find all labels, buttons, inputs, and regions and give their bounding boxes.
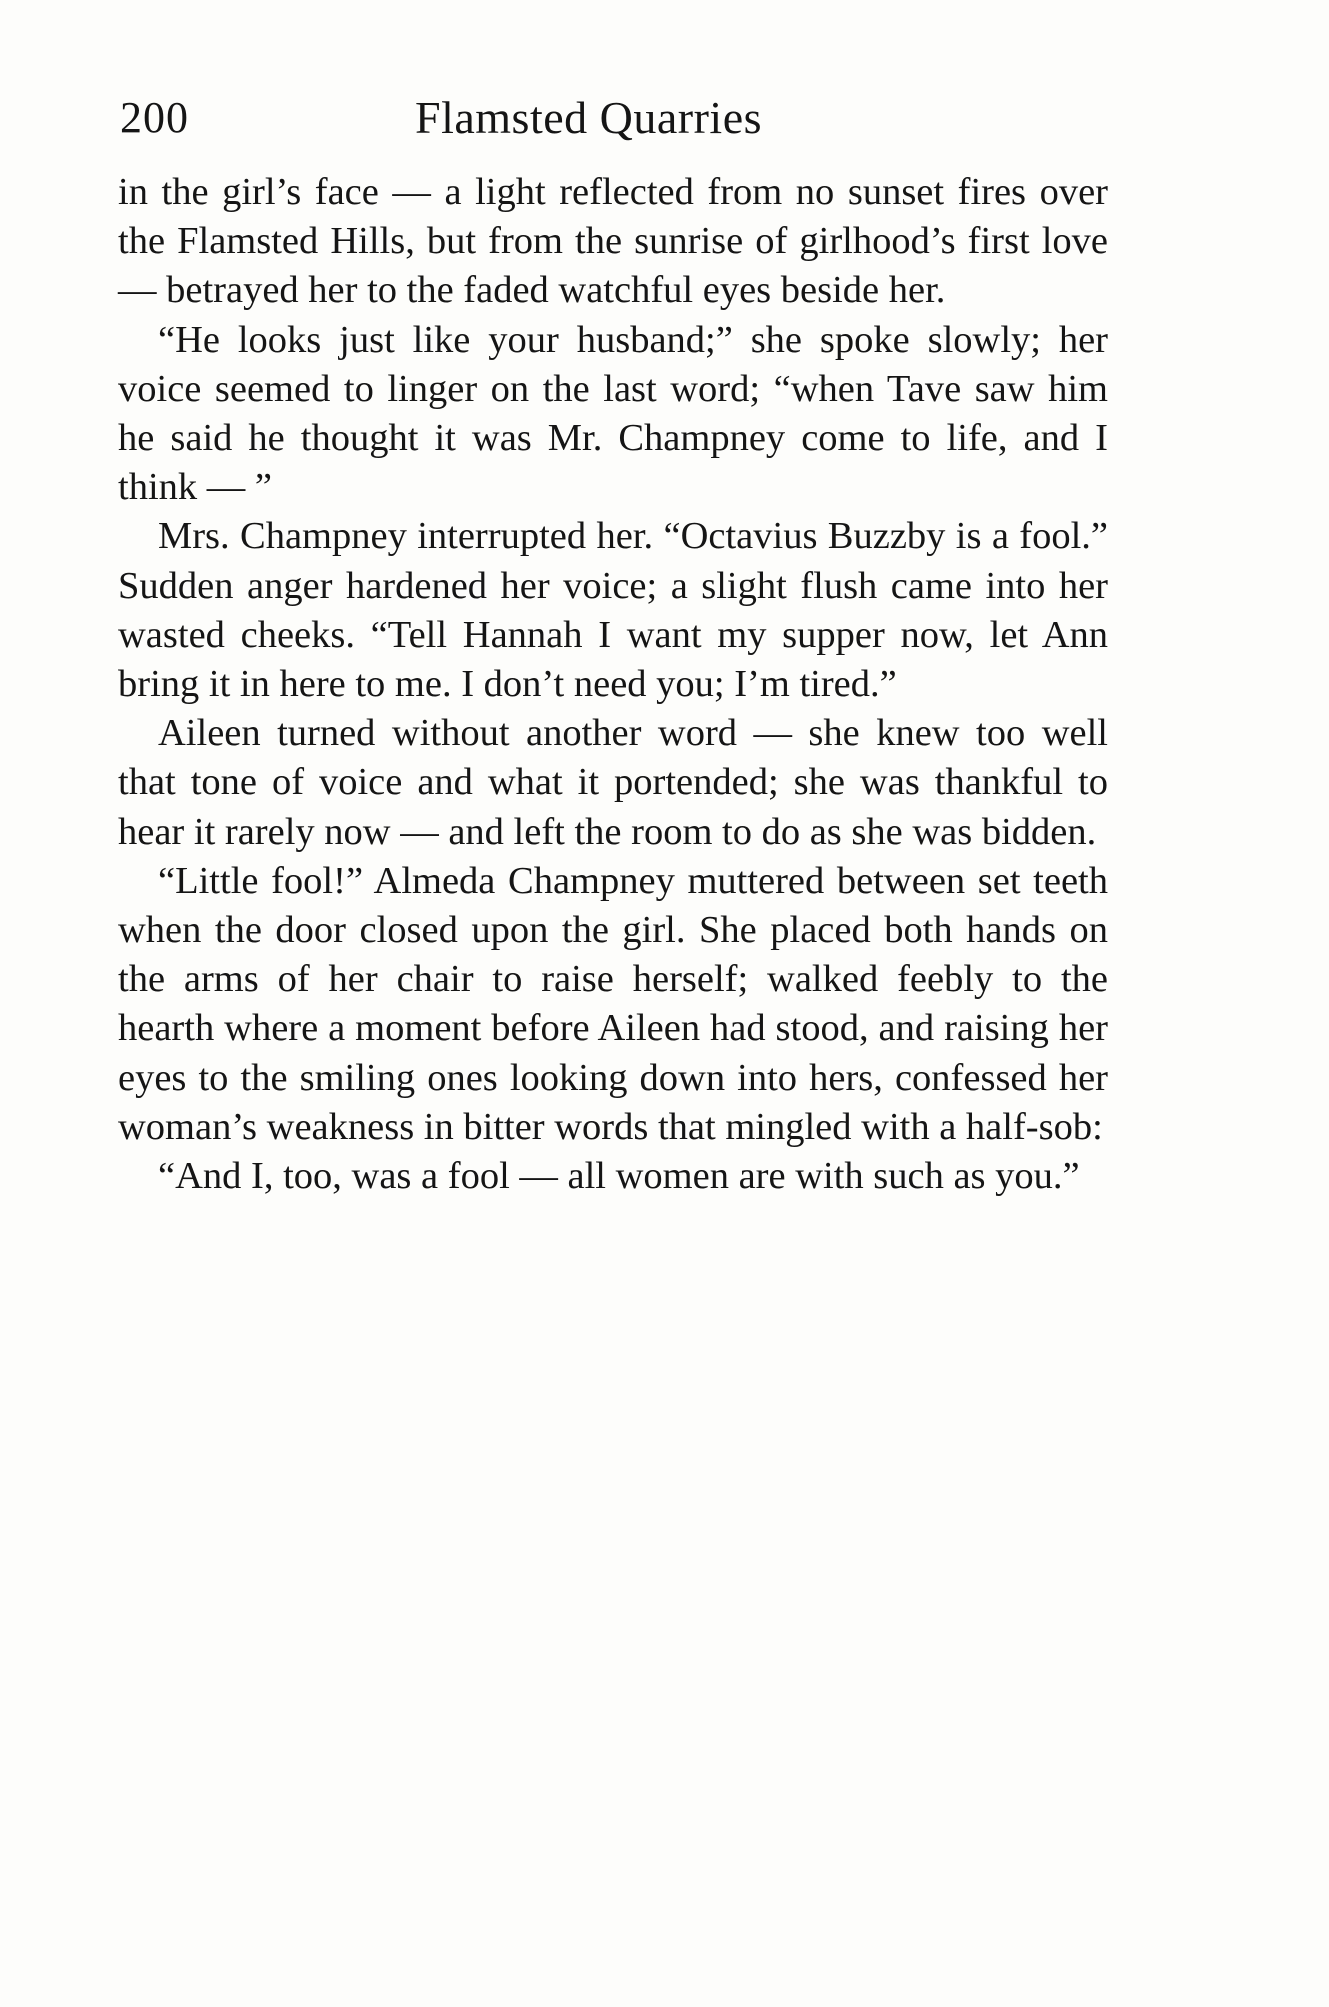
paragraph: Aileen turned without another word — she knew too well that tone of voice and what it portended; she was thankful to hear it rarely now — and left the room to do as she was bidden. — [118, 712, 1108, 853]
paragraph: “And I, too, was a fool — all women are with such as you.” — [158, 1155, 1080, 1198]
paragraph: “Little fool!” Almeda Champney muttered between set teeth when the door closed upon the girl. She placed both hands on the arms of her chair to raise herself; walked feebly to the hearth where a moment before Aileen had stood, and raising her eyes to the smiling ones looking down into hers, confessed her woman’s weakness in bitter words that mingled with a half-sob: — [118, 859, 1108, 1148]
book-title: Flamsted Quarries — [415, 92, 763, 143]
body-text — [118, 168, 1108, 1201]
page-number: 200 — [120, 93, 189, 142]
paragraph: “He looks just like your husband;” she spoke slowly; her voice seemed to linger on the last word; “when Tave saw him he said he thought it was Mr. Champney come to life, and I think — ” — [118, 318, 1108, 509]
running-head — [120, 88, 1108, 148]
paragraph-continuation: in the girl’s face — a light reflected from no sunset fires over the Flamsted Hills, but from the sunrise of girlhood’s first love — betrayed her to the faded watchful eyes beside her. — [118, 171, 1108, 312]
paragraph: Mrs. Champney interrupted her. “Octavius Buzzby is a fool.” Sudden anger hardened her voice; a slight flush came into her wasted cheeks. “Tell Hannah I want my supper now, let Ann bring it in here to me. I don’t need you; I’m tired.” — [118, 515, 1108, 706]
